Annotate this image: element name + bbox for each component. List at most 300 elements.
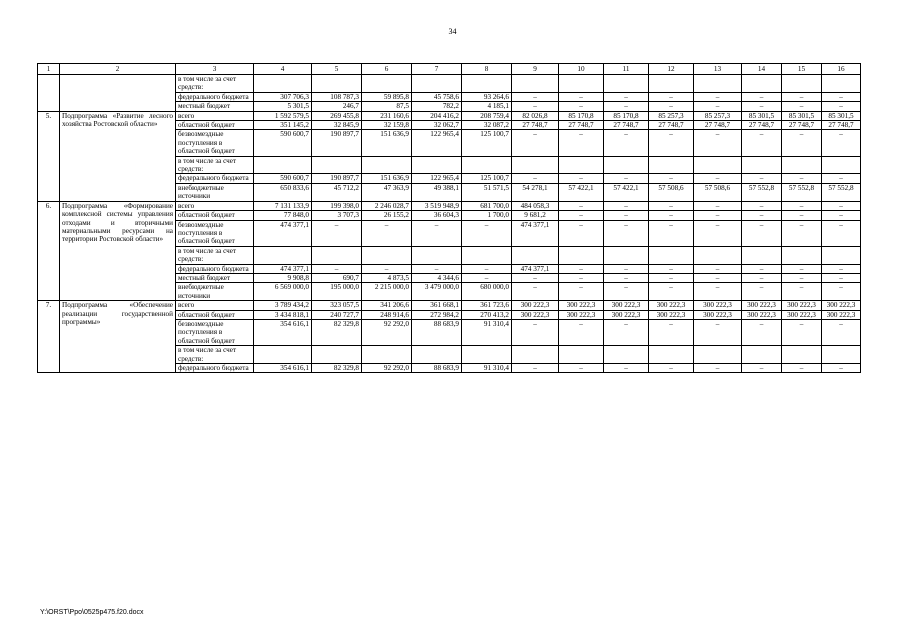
amount-cell: 300 222,3: [822, 301, 861, 310]
funding-source-label: в том числе за счет средств:: [176, 156, 254, 174]
amount-cell: –: [559, 102, 604, 111]
column-header-10: 10: [559, 64, 604, 75]
amount-cell: –: [742, 201, 782, 210]
amount-cell: –: [782, 174, 822, 183]
amount-cell: –: [462, 220, 512, 246]
amount-cell: 474 377,1: [512, 264, 559, 273]
amount-cell: 85 301,5: [742, 111, 782, 120]
amount-cell: 782,2: [412, 102, 462, 111]
amount-cell: 57 552,8: [822, 183, 861, 201]
amount-cell: –: [649, 92, 694, 101]
amount-cell: –: [742, 102, 782, 111]
amount-cell: 27 748,7: [782, 121, 822, 130]
amount-cell: 474 377,1: [254, 220, 312, 246]
amount-cell: –: [559, 283, 604, 301]
amount-cell: 85 170,8: [559, 111, 604, 120]
amount-cell: –: [512, 273, 559, 282]
empty-cell: [559, 75, 604, 93]
empty-cell: [312, 246, 362, 264]
amount-cell: –: [694, 319, 742, 345]
amount-cell: 190 897,7: [312, 130, 362, 156]
column-header-3: 3: [176, 64, 254, 75]
empty-cell: [649, 246, 694, 264]
amount-cell: –: [782, 201, 822, 210]
funding-source-label: федерального бюджета: [176, 92, 254, 101]
amount-cell: 26 155,2: [362, 211, 412, 220]
amount-cell: 32 159,8: [362, 121, 412, 130]
amount-cell: 248 914,6: [362, 310, 412, 319]
column-header-14: 14: [742, 64, 782, 75]
funding-source-label: областной бюджет: [176, 310, 254, 319]
amount-cell: 32 087,2: [462, 121, 512, 130]
row-number: [38, 75, 60, 112]
amount-cell: 49 388,1: [412, 183, 462, 201]
empty-cell: [462, 346, 512, 364]
subprogram-name: Подпрограмма «Обеспечение реализации государственной программы»: [60, 301, 176, 373]
amount-cell: 27 748,7: [604, 121, 649, 130]
amount-cell: –: [742, 283, 782, 301]
amount-cell: 307 706,3: [254, 92, 312, 101]
amount-cell: –: [559, 273, 604, 282]
amount-cell: –: [559, 319, 604, 345]
amount-cell: 27 748,7: [649, 121, 694, 130]
empty-cell: [742, 346, 782, 364]
amount-cell: 590 600,7: [254, 130, 312, 156]
amount-cell: –: [782, 211, 822, 220]
amount-cell: –: [649, 273, 694, 282]
empty-cell: [362, 246, 412, 264]
amount-cell: –: [782, 264, 822, 273]
amount-cell: 3 434 818,1: [254, 310, 312, 319]
empty-cell: [604, 156, 649, 174]
amount-cell: 195 000,0: [312, 283, 362, 301]
amount-cell: 1 700,0: [462, 211, 512, 220]
amount-cell: –: [559, 130, 604, 156]
amount-cell: 361 723,6: [462, 301, 512, 310]
empty-cell: [694, 156, 742, 174]
amount-cell: 204 416,2: [412, 111, 462, 120]
amount-cell: –: [694, 220, 742, 246]
amount-cell: 57 552,8: [742, 183, 782, 201]
amount-cell: 27 748,7: [822, 121, 861, 130]
amount-cell: –: [694, 92, 742, 101]
empty-cell: [512, 346, 559, 364]
amount-cell: 54 278,1: [512, 183, 559, 201]
empty-cell: [694, 75, 742, 93]
amount-cell: –: [649, 211, 694, 220]
table-row: [38, 301, 861, 310]
amount-cell: –: [822, 130, 861, 156]
empty-cell: [649, 156, 694, 174]
amount-cell: 690,7: [312, 273, 362, 282]
amount-cell: –: [512, 102, 559, 111]
amount-cell: 27 748,7: [512, 121, 559, 130]
table-row: [38, 111, 861, 120]
amount-cell: 474 377,1: [254, 264, 312, 273]
amount-cell: –: [822, 319, 861, 345]
empty-cell: [822, 246, 861, 264]
amount-cell: 45 758,6: [412, 92, 462, 101]
empty-cell: [782, 346, 822, 364]
amount-cell: 270 413,2: [462, 310, 512, 319]
amount-cell: –: [649, 220, 694, 246]
empty-cell: [649, 346, 694, 364]
amount-cell: 3 707,3: [312, 211, 362, 220]
amount-cell: –: [604, 319, 649, 345]
row-number: 5.: [38, 111, 60, 201]
amount-cell: –: [782, 273, 822, 282]
amount-cell: –: [782, 130, 822, 156]
funding-source-label: всего: [176, 301, 254, 310]
funding-source-label: федерального бюджета: [176, 174, 254, 183]
empty-cell: [782, 75, 822, 93]
amount-cell: –: [604, 273, 649, 282]
amount-cell: 59 895,8: [362, 92, 412, 101]
column-header-8: 8: [462, 64, 512, 75]
amount-cell: 354 616,1: [254, 319, 312, 345]
amount-cell: 122 965,4: [412, 130, 462, 156]
amount-cell: –: [649, 174, 694, 183]
amount-cell: 1 592 579,5: [254, 111, 312, 120]
amount-cell: –: [822, 220, 861, 246]
empty-cell: [312, 346, 362, 364]
amount-cell: 272 984,2: [412, 310, 462, 319]
amount-cell: –: [742, 264, 782, 273]
empty-cell: [462, 246, 512, 264]
empty-cell: [559, 346, 604, 364]
amount-cell: –: [822, 364, 861, 373]
empty-cell: [822, 346, 861, 364]
empty-cell: [362, 346, 412, 364]
amount-cell: 57 508,6: [649, 183, 694, 201]
amount-cell: 85 301,5: [822, 111, 861, 120]
amount-cell: –: [559, 264, 604, 273]
column-header-12: 12: [649, 64, 694, 75]
funding-source-label: внебюджетные источники: [176, 283, 254, 301]
subprogram-name: Подпрограмма «Формирование комплексной системы управления отходами и вторичными материальными ресурсами на территории Ростовской области»: [60, 201, 176, 300]
amount-cell: 300 222,3: [559, 301, 604, 310]
amount-cell: 300 222,3: [559, 310, 604, 319]
amount-cell: –: [604, 130, 649, 156]
funding-source-label: федерального бюджета: [176, 364, 254, 373]
amount-cell: –: [462, 273, 512, 282]
empty-cell: [312, 75, 362, 93]
budget-table: [37, 63, 861, 373]
amount-cell: 87,5: [362, 102, 412, 111]
amount-cell: 151 636,9: [362, 130, 412, 156]
amount-cell: –: [782, 92, 822, 101]
amount-cell: –: [822, 92, 861, 101]
amount-cell: –: [649, 130, 694, 156]
amount-cell: –: [604, 220, 649, 246]
amount-cell: 4 873,5: [362, 273, 412, 282]
amount-cell: 3 789 434,2: [254, 301, 312, 310]
column-header-16: 16: [822, 64, 861, 75]
amount-cell: –: [604, 364, 649, 373]
empty-cell: [412, 156, 462, 174]
subprogram-name: Подпрограмма «Развитие лесного хозяйства Ростовской области»: [60, 111, 176, 201]
amount-cell: 151 636,9: [362, 174, 412, 183]
empty-cell: [694, 346, 742, 364]
amount-cell: –: [822, 201, 861, 210]
empty-cell: [254, 346, 312, 364]
amount-cell: –: [694, 264, 742, 273]
amount-cell: 300 222,3: [742, 301, 782, 310]
empty-cell: [512, 75, 559, 93]
column-header-2: 2: [60, 64, 176, 75]
amount-cell: –: [782, 319, 822, 345]
amount-cell: 590 600,7: [254, 174, 312, 183]
funding-source-label: местный бюджет: [176, 273, 254, 282]
amount-cell: –: [462, 264, 512, 273]
amount-cell: –: [512, 283, 559, 301]
amount-cell: –: [694, 201, 742, 210]
amount-cell: 300 222,3: [822, 310, 861, 319]
amount-cell: 341 206,6: [362, 301, 412, 310]
amount-cell: 484 058,3: [512, 201, 559, 210]
amount-cell: 300 222,3: [649, 310, 694, 319]
amount-cell: 57 552,8: [782, 183, 822, 201]
amount-cell: 85 257,3: [694, 111, 742, 120]
amount-cell: –: [512, 174, 559, 183]
amount-cell: –: [312, 264, 362, 273]
table-row: [38, 201, 861, 210]
amount-cell: –: [604, 174, 649, 183]
amount-cell: 125 100,7: [462, 130, 512, 156]
amount-cell: 3 519 948,9: [412, 201, 462, 210]
amount-cell: –: [822, 102, 861, 111]
amount-cell: 122 965,4: [412, 174, 462, 183]
amount-cell: 91 310,4: [462, 319, 512, 345]
empty-cell: [782, 156, 822, 174]
column-header-7: 7: [412, 64, 462, 75]
amount-cell: 45 712,2: [312, 183, 362, 201]
amount-cell: –: [742, 130, 782, 156]
amount-cell: 300 222,3: [604, 301, 649, 310]
amount-cell: –: [782, 364, 822, 373]
amount-cell: 300 222,3: [742, 310, 782, 319]
amount-cell: 92 292,0: [362, 319, 412, 345]
table-body: [38, 64, 861, 373]
table-row: [38, 75, 861, 93]
amount-cell: –: [649, 319, 694, 345]
row-number: 7.: [38, 301, 60, 373]
amount-cell: –: [559, 220, 604, 246]
empty-cell: [742, 75, 782, 93]
funding-source-label: в том числе за счет средств:: [176, 75, 254, 93]
amount-cell: –: [559, 92, 604, 101]
amount-cell: 650 833,6: [254, 183, 312, 201]
empty-cell: [512, 246, 559, 264]
amount-cell: 354 616,1: [254, 364, 312, 373]
amount-cell: 300 222,3: [649, 301, 694, 310]
funding-source-label: безвозмездные поступления в областной бюджет: [176, 220, 254, 246]
empty-cell: [559, 246, 604, 264]
amount-cell: 681 700,0: [462, 201, 512, 210]
amount-cell: –: [412, 220, 462, 246]
amount-cell: 300 222,3: [512, 310, 559, 319]
amount-cell: 300 222,3: [694, 301, 742, 310]
amount-cell: –: [604, 211, 649, 220]
column-header-6: 6: [362, 64, 412, 75]
empty-cell: [604, 346, 649, 364]
amount-cell: –: [742, 92, 782, 101]
amount-cell: –: [782, 102, 822, 111]
amount-cell: –: [742, 364, 782, 373]
funding-source-label: внебюджетные источники: [176, 183, 254, 201]
column-header-11: 11: [604, 64, 649, 75]
funding-source-label: в том числе за счет средств:: [176, 346, 254, 364]
amount-cell: 199 398,0: [312, 201, 362, 210]
amount-cell: 240 727,7: [312, 310, 362, 319]
amount-cell: –: [649, 364, 694, 373]
amount-cell: 85 170,8: [604, 111, 649, 120]
funding-source-label: местный бюджет: [176, 102, 254, 111]
amount-cell: –: [362, 264, 412, 273]
amount-cell: 47 363,9: [362, 183, 412, 201]
amount-cell: 32 062,7: [412, 121, 462, 130]
amount-cell: 77 848,0: [254, 211, 312, 220]
amount-cell: –: [649, 201, 694, 210]
amount-cell: 7 131 133,9: [254, 201, 312, 210]
empty-cell: [604, 246, 649, 264]
amount-cell: –: [742, 319, 782, 345]
amount-cell: 300 222,3: [694, 310, 742, 319]
column-header-4: 4: [254, 64, 312, 75]
amount-cell: 9 908,8: [254, 273, 312, 282]
column-number-header: [38, 64, 861, 75]
amount-cell: –: [512, 130, 559, 156]
file-path-footer: Y:\ORST\Ppo\0525p475.f20.docx: [40, 609, 144, 616]
amount-cell: –: [412, 264, 462, 273]
amount-cell: –: [362, 220, 412, 246]
amount-cell: –: [694, 102, 742, 111]
amount-cell: –: [649, 283, 694, 301]
amount-cell: 4 185,1: [462, 102, 512, 111]
amount-cell: 269 455,8: [312, 111, 362, 120]
amount-cell: 680 000,0: [462, 283, 512, 301]
empty-cell: [822, 75, 861, 93]
amount-cell: 351 145,2: [254, 121, 312, 130]
funding-source-label: безвозмездные поступления в областной бюджет: [176, 130, 254, 156]
amount-cell: –: [742, 174, 782, 183]
amount-cell: 57 422,1: [559, 183, 604, 201]
amount-cell: 91 310,4: [462, 364, 512, 373]
amount-cell: –: [559, 201, 604, 210]
empty-cell: [649, 75, 694, 93]
amount-cell: 85 301,5: [782, 111, 822, 120]
amount-cell: 3 479 000,0: [412, 283, 462, 301]
amount-cell: –: [822, 283, 861, 301]
column-header-1: 1: [38, 64, 60, 75]
amount-cell: 82 329,8: [312, 319, 362, 345]
amount-cell: 300 222,3: [512, 301, 559, 310]
amount-cell: –: [559, 364, 604, 373]
amount-cell: –: [512, 92, 559, 101]
empty-cell: [412, 346, 462, 364]
row-number: 6.: [38, 201, 60, 300]
empty-cell: [254, 156, 312, 174]
funding-source-label: областной бюджет: [176, 121, 254, 130]
amount-cell: 300 222,3: [782, 310, 822, 319]
amount-cell: 2 246 028,7: [362, 201, 412, 210]
amount-cell: 323 057,5: [312, 301, 362, 310]
empty-cell: [462, 156, 512, 174]
amount-cell: 85 257,3: [649, 111, 694, 120]
amount-cell: –: [694, 211, 742, 220]
subprogram-name: [60, 75, 176, 112]
amount-cell: –: [742, 211, 782, 220]
amount-cell: 2 215 000,0: [362, 283, 412, 301]
amount-cell: 36 604,3: [412, 211, 462, 220]
empty-cell: [362, 156, 412, 174]
empty-cell: [604, 75, 649, 93]
amount-cell: 125 100,7: [462, 174, 512, 183]
amount-cell: –: [512, 319, 559, 345]
funding-source-label: в том числе за счет средств:: [176, 246, 254, 264]
amount-cell: –: [604, 102, 649, 111]
empty-cell: [742, 156, 782, 174]
empty-cell: [559, 156, 604, 174]
amount-cell: 88 683,9: [412, 364, 462, 373]
funding-source-label: федерального бюджета: [176, 264, 254, 273]
amount-cell: –: [559, 174, 604, 183]
amount-cell: 57 422,1: [604, 183, 649, 201]
column-header-15: 15: [782, 64, 822, 75]
column-header-9: 9: [512, 64, 559, 75]
amount-cell: –: [694, 273, 742, 282]
amount-cell: 27 748,7: [742, 121, 782, 130]
amount-cell: 361 668,1: [412, 301, 462, 310]
empty-cell: [742, 246, 782, 264]
amount-cell: 190 897,7: [312, 174, 362, 183]
amount-cell: 82 026,8: [512, 111, 559, 120]
amount-cell: 93 264,6: [462, 92, 512, 101]
amount-cell: 6 569 000,0: [254, 283, 312, 301]
empty-cell: [822, 156, 861, 174]
empty-cell: [312, 156, 362, 174]
funding-source-label: всего: [176, 111, 254, 120]
amount-cell: –: [649, 102, 694, 111]
amount-cell: 300 222,3: [782, 301, 822, 310]
amount-cell: –: [742, 220, 782, 246]
amount-cell: –: [742, 273, 782, 282]
amount-cell: –: [822, 273, 861, 282]
empty-cell: [462, 75, 512, 93]
amount-cell: 231 160,6: [362, 111, 412, 120]
amount-cell: –: [604, 201, 649, 210]
amount-cell: 27 748,7: [559, 121, 604, 130]
column-header-5: 5: [312, 64, 362, 75]
empty-cell: [412, 75, 462, 93]
amount-cell: –: [604, 92, 649, 101]
amount-cell: 82 329,8: [312, 364, 362, 373]
amount-cell: 88 683,9: [412, 319, 462, 345]
amount-cell: 5 301,5: [254, 102, 312, 111]
empty-cell: [254, 75, 312, 93]
amount-cell: –: [822, 264, 861, 273]
amount-cell: –: [312, 220, 362, 246]
amount-cell: –: [782, 220, 822, 246]
amount-cell: –: [694, 130, 742, 156]
empty-cell: [412, 246, 462, 264]
amount-cell: 57 508,6: [694, 183, 742, 201]
amount-cell: –: [694, 174, 742, 183]
amount-cell: –: [822, 211, 861, 220]
amount-cell: 108 787,3: [312, 92, 362, 101]
amount-cell: –: [512, 364, 559, 373]
empty-cell: [694, 246, 742, 264]
